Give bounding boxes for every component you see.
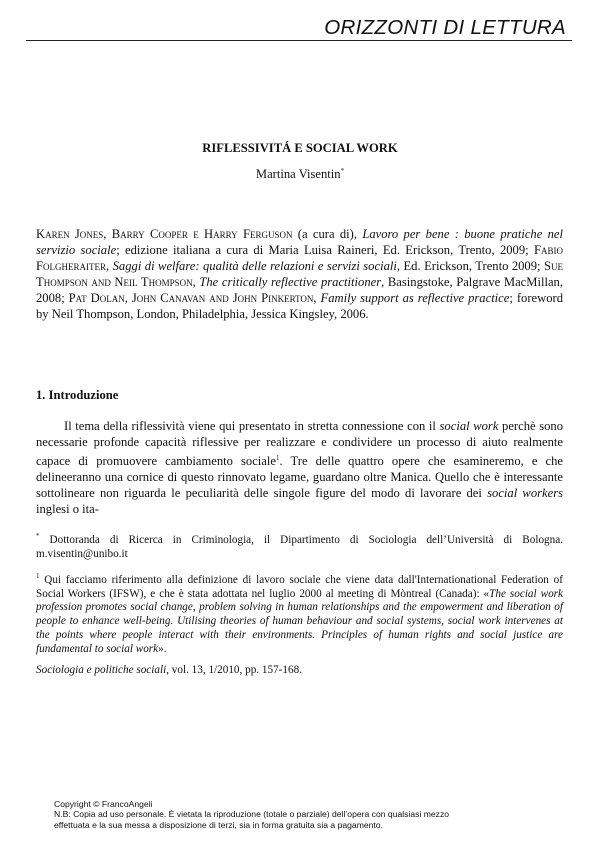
book2-author: Fabio Folgheraiter [36,243,563,274]
book1-editors: (a cura di), [292,227,363,241]
intro-emphasis: social workers [487,486,564,501]
author-line [0,167,600,182]
copyright-line-2: N.B: Copia ad uso personale. È vietata la riproduzione (totale o parziale) dell’opera con qualsiasi mezzo [54,809,450,820]
separator: , [313,291,321,306]
author-footnote-mark[interactable]: * [340,167,345,175]
book3-authors: Sue Thompson and Neil Thompson [36,259,564,290]
book1-authors: Karen Jones, Barry Cooper e Harry Ferguson [36,227,293,241]
footnote-1-end: ». [158,642,167,655]
footnote-mark-star: * [36,532,40,540]
book1-title: Lavoro per bene : buone pratiche nel servizio sociale [36,227,563,258]
book4-authors: Pat Dolan, John Canavan and John Pinkerton [68,291,314,306]
footnote-author-text: Dottoranda di Ricerca in Criminologia, il Dipartimento di Sociologia dell’Università di Bologna. m.visentin@unibo.it [36,534,563,560]
copyright-line-3: effettuata e la sua messa a disposizione di terzi, sia in forma gratuita sia a pagamento. [54,819,383,830]
journal-citation [36,663,563,677]
article-title: RIFLESSIVITÁ E SOCIAL WORK [202,141,398,155]
footnote-mark-1: 1 [36,572,40,580]
journal-details: , vol. 13, 1/2010, pp. 157-168. [166,664,302,676]
copyright-notice [54,799,574,830]
footnote-1-text: Qui facciamo riferimento alla definizione di lavoro sociale che viene data dall'Internationational Federation of Social Workers (IFSW), e che è stata adottata nel luglio 2000 al meeting di Mòntreal (Canada): « [36,574,563,600]
intro-emphasis: social work [439,419,499,433]
section-heading: 1. Introduzione [36,388,119,402]
separator: , [106,259,113,274]
author-name: Martina Visentin [255,167,341,181]
separator: , [192,275,200,290]
book2-publication: , Ed. Erickson, Trento 2009; [396,259,544,274]
footnote-1 [36,570,563,656]
running-head [26,14,572,41]
footnote-1-quote: The social work profession promotes social change, problem solving in human relationships and the empowerment and liberation of people to enhance well-being. Utilising theories of human behaviour and social systems, social work intervenes at the points where people interact with their environments. Principles of human rights and social justice are fundamental to social work [36,587,563,655]
book1-publication: ; edizione italiana a cura di Maria Luisa Raineri, Ed. Erickson, Trento, 2009; [116,243,534,258]
journal-name: Sociologia e politiche sociali [36,664,167,676]
book2-title: Saggi di welfare: qualità delle relazioni e servizi sociali [112,259,397,274]
intro-paragraph [36,418,563,518]
journal-section-title: ORIZZONTI DI LETTURA [324,16,566,39]
book4-publication: ; foreword by Neil Thompson, London, Philadelphia, Jessica Kingsley, 2006. [36,291,563,322]
copyright-line-1: Copyright © FrancoAngeli [54,799,153,809]
intro-text: inglesi o ita- [36,502,99,517]
intro-text: perchè sono necessarie profonde capacità riflessive per realizzare e condividere un processo di aiuto realmente capace di promuovere cambiamento sociale [36,419,563,469]
book3-publication: , Basingstoke, Palgrave MacMillan, 2008; [36,275,563,306]
intro-text: . Tre delle quattro opere che esamineremo, e che delineeranno una cornice di questo rinnovato legame, guardano oltre Manica. Quello che è interessante sottolineare non riguarda le peculiarità delle singole figure del modo di lavorare dei [36,454,563,501]
intro-text: Il tema della riflessività viene qui presentato in stretta connessione con il [64,419,440,433]
reviewed-books [36,226,563,323]
footnote-ref-1[interactable]: 1 [276,454,280,463]
book4-title: Family support as reflective practice [320,291,510,306]
footnote-author [36,530,563,561]
book3-title: The critically reflective practitioner [199,275,382,290]
